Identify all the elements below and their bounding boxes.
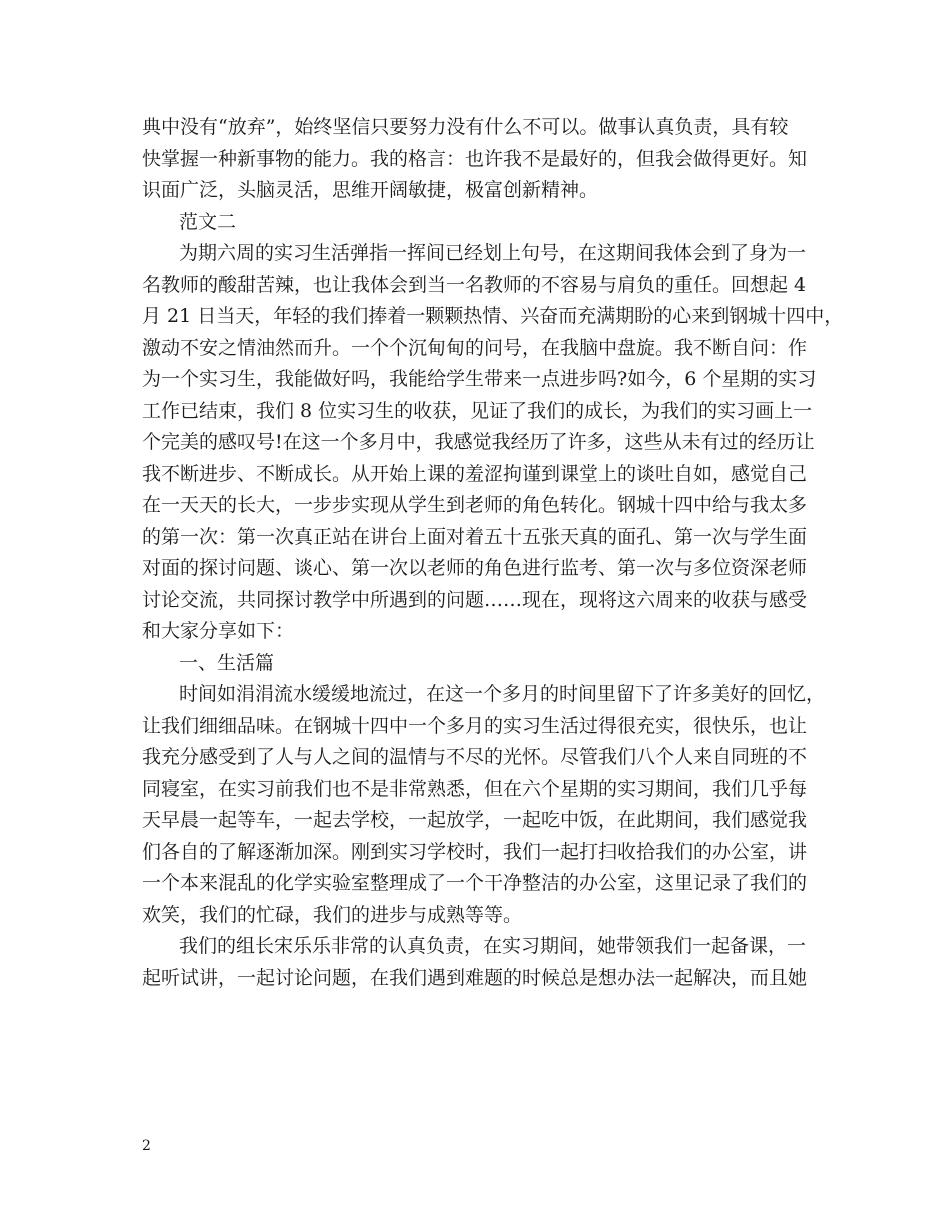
text-line: 天早晨一起等车，一起去学校，一起放学，一起吃中饭，在此期间，我们感觉我 <box>142 809 808 831</box>
text-line: 识面广泛，头脑灵活，思维开阔敏捷，极富创新精神。 <box>142 179 599 201</box>
text-line: 典中没有“放弃”，始终坚信只要努力没有什么不可以。做事认真负责，具有较 <box>142 116 789 138</box>
text-line: 一、生活篇 <box>179 651 275 674</box>
text-line: 我们的组长宋乐乐非常的认真负责，在实习期间，她带领我们一起备课，一 <box>179 935 807 957</box>
text-line: 欢笑，我们的忙碌，我们的进步与成熟等等。 <box>142 903 523 926</box>
text-line: 快掌握一种新事物的能力。我的格言：也许我不是最好的，但我会做得更好。知 <box>142 147 808 170</box>
text-line: 激动不安之情油然而升。一个个沉甸甸的问号，在我脑中盘旋。我不断自问：作 <box>142 336 808 359</box>
text-line: 的第一次：第一次真正站在讲台上面对着五十五张天真的面孔、第一次与学生面 <box>142 525 808 548</box>
text-line: 起听试讲，一起讨论问题，在我们遇到难题的时候总是想办法一起解决，而且她 <box>142 966 808 989</box>
text-line: 让我们细细品味。在钢城十四中一个多月的实习生活过得很充实，很快乐，也让 <box>142 714 808 737</box>
text-line: 我充分感受到了人与人之间的温情与不尽的光怀。尽管我们八个人来自同班的不 <box>142 746 808 768</box>
page-number: 2 <box>142 1138 151 1154</box>
text-line: 和大家分享如下： <box>142 620 295 642</box>
text-line: 我不断进步、不断成长。从开始上课的羞涩拘谨到课堂上的谈吐自如，感觉自己 <box>142 462 808 485</box>
text-line: 讨论交流，共同探讨教学中所遇到的问题……现在，现将这六周来的收获与感受 <box>142 588 808 611</box>
text-line: 时间如涓涓流水缓缓地流过，在这一个多月的时间里留下了许多美好的回忆， <box>179 683 826 705</box>
text-line: 月 21 日当天，年轻的我们捧着一颗颗热情、兴奋而充满期盼的心来到钢城十四中， <box>142 305 844 327</box>
text-line: 为期六周的实习生活弹指一挥间已经划上句号，在这期间我体会到了身为一 <box>179 242 807 264</box>
text-line: 在一天天的长大，一步步实现从学生到老师的角色转化。钢城十四中给与我太多 <box>142 494 808 516</box>
text-line: 个完美的感叹号!在这一个多月中，我感觉我经历了许多，这些从未有过的经历让 <box>142 431 815 453</box>
text-line: 为一个实习生，我能做好吗，我能给学生带来一点进步吗?如今，6 个星期的实习 <box>142 368 817 390</box>
text-line: 们各自的了解逐渐加深。刚到实习学校时，我们一起打扫收拾我们的办公室，讲 <box>142 840 808 863</box>
text-line: 范文二 <box>179 210 237 233</box>
text-line: 工作已结束，我们 8 位实习生的收获，见证了我们的成长，为我们的实习画上一 <box>142 399 813 422</box>
text-line: 名教师的酸甜苦辣，也让我体会到当一名教师的不容易与肩负的重任。回想起 4 <box>142 273 807 296</box>
text-line: 一个本来混乱的化学实验室整理成了一个干净整洁的办公室，这里记录了我们的 <box>142 872 808 894</box>
document-body <box>142 112 844 994</box>
text-line: 对面的探讨问题、谈心、第一次以老师的角色进行监考、第一次与多位资深老师 <box>142 557 808 579</box>
text-line: 同寝室，在实习前我们也不是非常熟悉，但在六个星期的实习期间，我们几乎每 <box>142 777 808 800</box>
